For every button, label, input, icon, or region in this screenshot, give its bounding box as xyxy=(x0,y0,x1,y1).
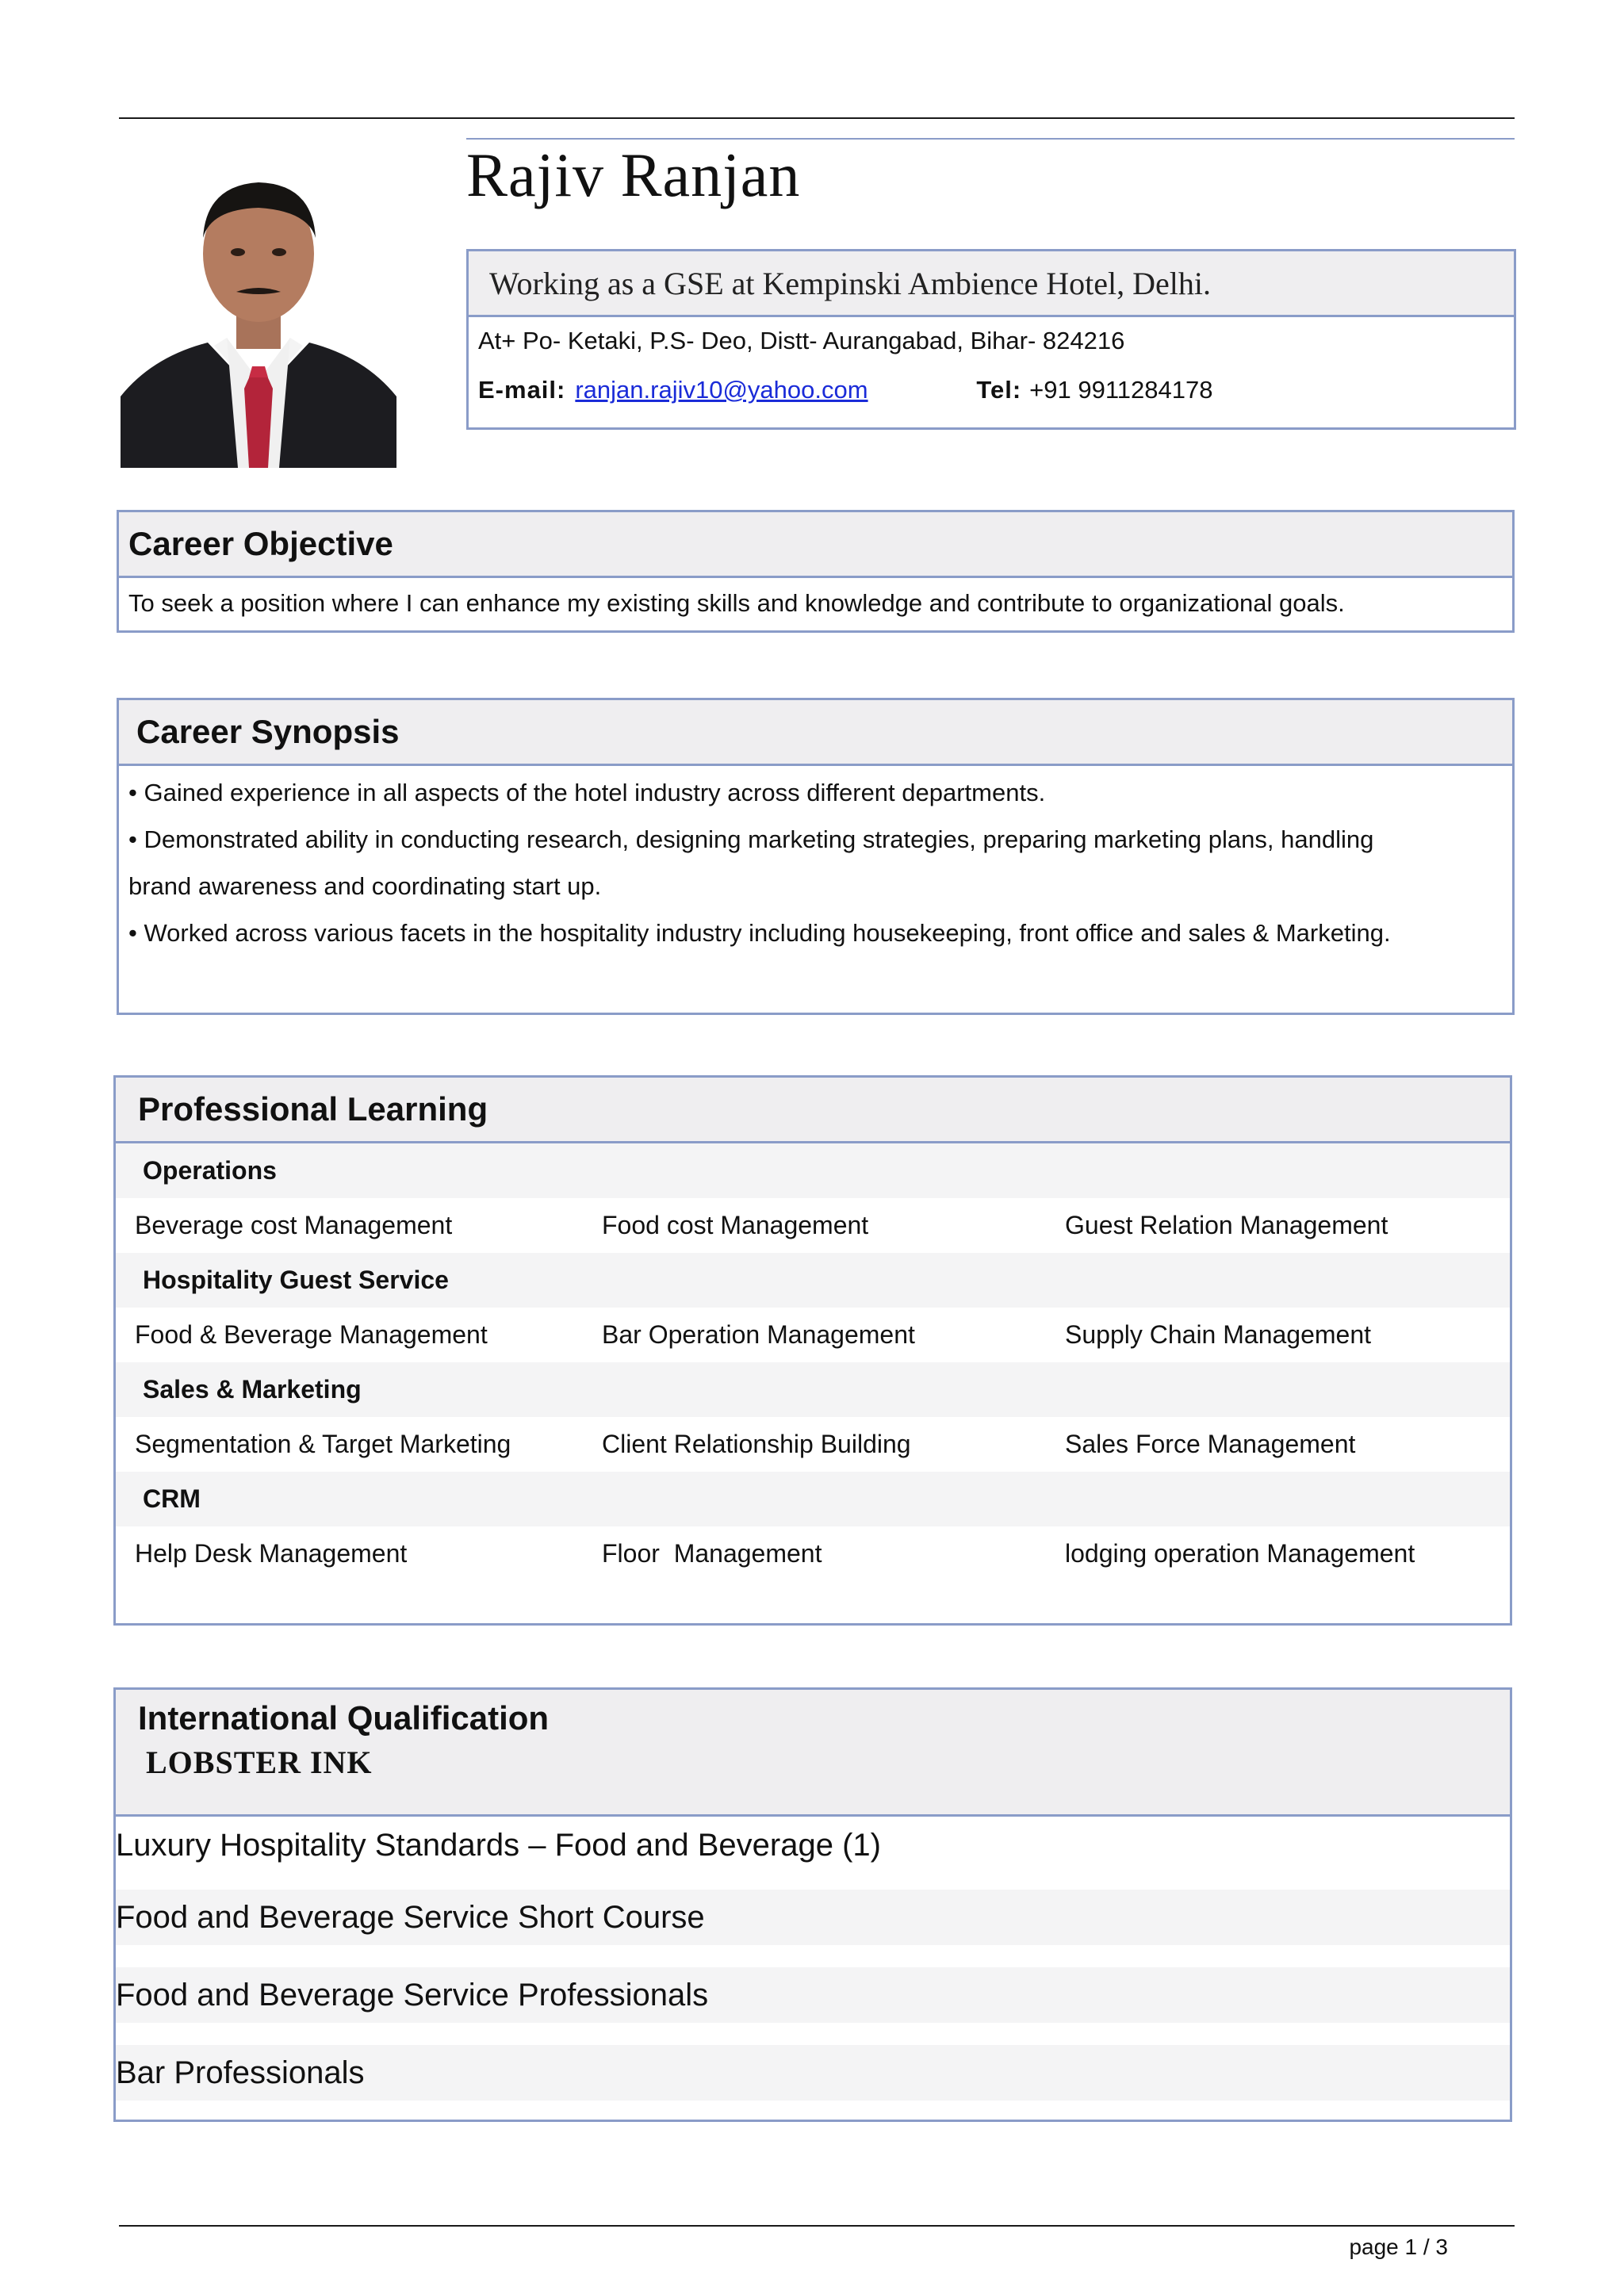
category-label: Operations xyxy=(116,1143,1510,1198)
qualification-item: Bar Professionals xyxy=(116,2045,1510,2101)
candidate-name: Rajiv Ranjan xyxy=(466,140,801,209)
learning-item: Floor Management xyxy=(602,1539,822,1568)
table-row xyxy=(116,1526,1510,1581)
tel-label: Tel: xyxy=(976,376,1022,404)
learning-item: Guest Relation Management xyxy=(1065,1211,1388,1239)
learning-item: Client Relationship Building xyxy=(602,1430,911,1458)
current-position: Working as a GSE at Kempinski Ambience Hotel, Delhi. xyxy=(469,251,1514,317)
learning-item: Food cost Management xyxy=(602,1211,869,1239)
category-row xyxy=(116,1253,1510,1308)
qualification-provider: LOBSTER INK xyxy=(146,1744,373,1780)
category-label: Hospitality Guest Service xyxy=(116,1253,1510,1308)
synopsis-bullet: • Worked across various facets in the hospitality industry including housekeeping, front office and sales & Marketing. xyxy=(128,919,1391,947)
career-objective-text: To seek a position where I can enhance my existing skills and knowledge and contribute to organizational goals. xyxy=(128,589,1345,617)
learning-item: Food & Beverage Management xyxy=(135,1320,488,1349)
qualification-item: Luxury Hospitality Standards – Food and Beverage (1) xyxy=(116,1817,1510,1874)
contact-box xyxy=(466,249,1516,430)
qualification-item: Food and Beverage Service Professionals xyxy=(116,1967,1510,2023)
career-objective-section xyxy=(117,510,1515,633)
category-label: CRM xyxy=(116,1472,1510,1526)
address: At+ Po- Ketaki, P.S- Deo, Distt- Aurangabad, Bihar- 824216 xyxy=(478,327,1125,354)
profile-photo xyxy=(121,159,396,468)
footer-rule xyxy=(119,2225,1515,2227)
international-qualification-title: International Qualification xyxy=(138,1699,550,1737)
qualification-list xyxy=(116,1817,1510,2101)
category-label: Sales & Marketing xyxy=(116,1362,1510,1417)
professional-learning-section xyxy=(113,1075,1512,1626)
synopsis-bullet: • Gained experience in all aspects of the hotel industry across different departments. xyxy=(128,779,1046,806)
table-row xyxy=(116,1308,1510,1362)
table-row xyxy=(116,1417,1510,1472)
learning-item: Segmentation & Target Marketing xyxy=(135,1430,511,1458)
top-rule xyxy=(119,117,1515,119)
learning-item: lodging operation Management xyxy=(1065,1539,1415,1568)
email-link[interactable]: ranjan.rajiv10@yahoo.com xyxy=(575,376,868,404)
learning-item: Sales Force Management xyxy=(1065,1430,1356,1458)
learning-item: Beverage cost Management xyxy=(135,1211,453,1239)
professional-learning-table xyxy=(116,1143,1510,1581)
career-objective-title: Career Objective xyxy=(119,512,1512,578)
email-label: E-mail: xyxy=(478,376,566,404)
qualification-item: Food and Beverage Service Short Course xyxy=(116,1890,1510,1945)
learning-item: Supply Chain Management xyxy=(1065,1320,1372,1349)
table-row xyxy=(116,1198,1510,1253)
person-portrait-icon xyxy=(121,159,396,468)
tel-number: +91 9911284178 xyxy=(1029,376,1213,404)
international-qualification-section xyxy=(113,1687,1512,2122)
career-synopsis-title: Career Synopsis xyxy=(119,700,1512,766)
professional-learning-title: Professional Learning xyxy=(116,1078,1510,1143)
career-synopsis-section xyxy=(117,698,1515,1015)
category-row xyxy=(116,1362,1510,1417)
category-row xyxy=(116,1143,1510,1198)
international-qualification-header xyxy=(116,1690,1510,1817)
category-row xyxy=(116,1472,1510,1526)
learning-item: Bar Operation Management xyxy=(602,1320,915,1349)
synopsis-bullet: • Demonstrated ability in conducting research, designing marketing strategies, preparing marketing plans, handling brand awareness and coordinating start up. xyxy=(128,825,1374,900)
page-number: page 1 / 3 xyxy=(1349,2235,1448,2259)
contact-line xyxy=(469,376,1514,404)
career-synopsis-list xyxy=(119,766,1512,956)
learning-item: Help Desk Management xyxy=(135,1539,408,1568)
